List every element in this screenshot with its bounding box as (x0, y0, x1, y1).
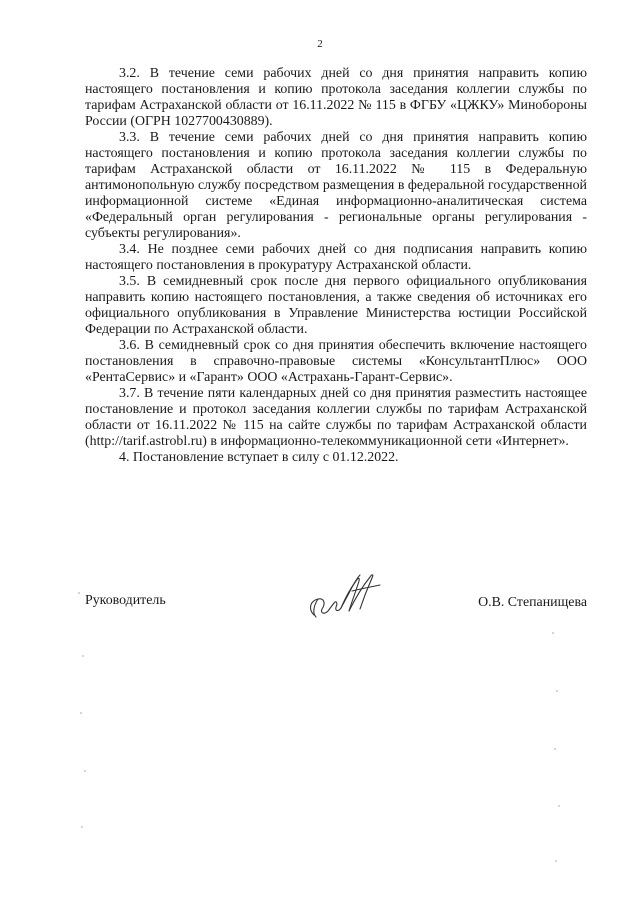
paragraph-4: 4. Постановление вступает в силу с 01.12.2022. (119, 450, 399, 465)
signer-name: О.В. Степанищева (478, 595, 587, 610)
scan-speck (552, 632, 554, 634)
scan-speck (81, 826, 83, 828)
scan-speck (80, 712, 82, 714)
paragraph-3-2: 3.2. В течение семи рабочих дней со дня принятия направить копию настоящего постановления и копию протокола заседания коллегии службы по тарифам Астраханской области от 16.11.2022 № 115 в ФГБУ «ЦЖКУ» Минобороны России (ОГРН 1027700430889). (85, 66, 587, 129)
signature-block (85, 565, 587, 625)
handwritten-signature (300, 565, 390, 623)
paragraph-3-6: 3.6. В семидневный срок со дня принятия обеспечить включение настоящего постановления в справочно-правовые системы «КонсультантПлюс» ООО «РентаСервис» и «Гарант» ООО «Астрахань-Гарант-Сервис». (85, 338, 587, 385)
document-body (85, 66, 587, 466)
scan-speck (84, 770, 86, 772)
page-number: 2 (317, 38, 323, 50)
paragraph-3-4: 3.4. Не позднее семи рабочих дней со дня подписания направить копию настоящего постановления в прокуратуру Астраханской области. (85, 242, 587, 273)
signer-position: Руководитель (85, 593, 166, 608)
scan-speck (555, 860, 557, 862)
paragraph-3-3: 3.3. В течение семи рабочих дней со дня принятия направить копию настоящего постановления и копию протокола заседания коллегии службы по тарифам Астраханской области от 16.11.2022 № 115 в Федеральную антимонопольную службу посредством размещения в федеральной государственной информационной системе «Единая информационно-аналитическая система «Федеральный орган регулирования - региональные органы регулирования - субъекты регулирования». (85, 130, 587, 241)
paragraph-3-5: 3.5. В семидневный срок после дня первого официального опубликования направить копию настоящего постановления, а также сведения об источниках его официального опубликования в Управление Министерства юстиции Российской Федерации по Астраханской области. (85, 274, 587, 337)
scan-speck (78, 592, 80, 594)
scan-speck (558, 805, 560, 807)
scan-speck (554, 748, 556, 750)
paragraph-3-7: 3.7. В течение пяти календарных дней со дня принятия разместить настоящее постановление и протокол заседания коллегии службы по тарифам Астраханской области от 16.11.2022 № 115 на сайте службы по тарифам Астраханской области (http://tarif.astrobl.ru) в информационно-телекоммуникационной сети «Интернет». (85, 386, 587, 449)
scan-speck (82, 655, 84, 657)
scan-speck (556, 690, 558, 692)
